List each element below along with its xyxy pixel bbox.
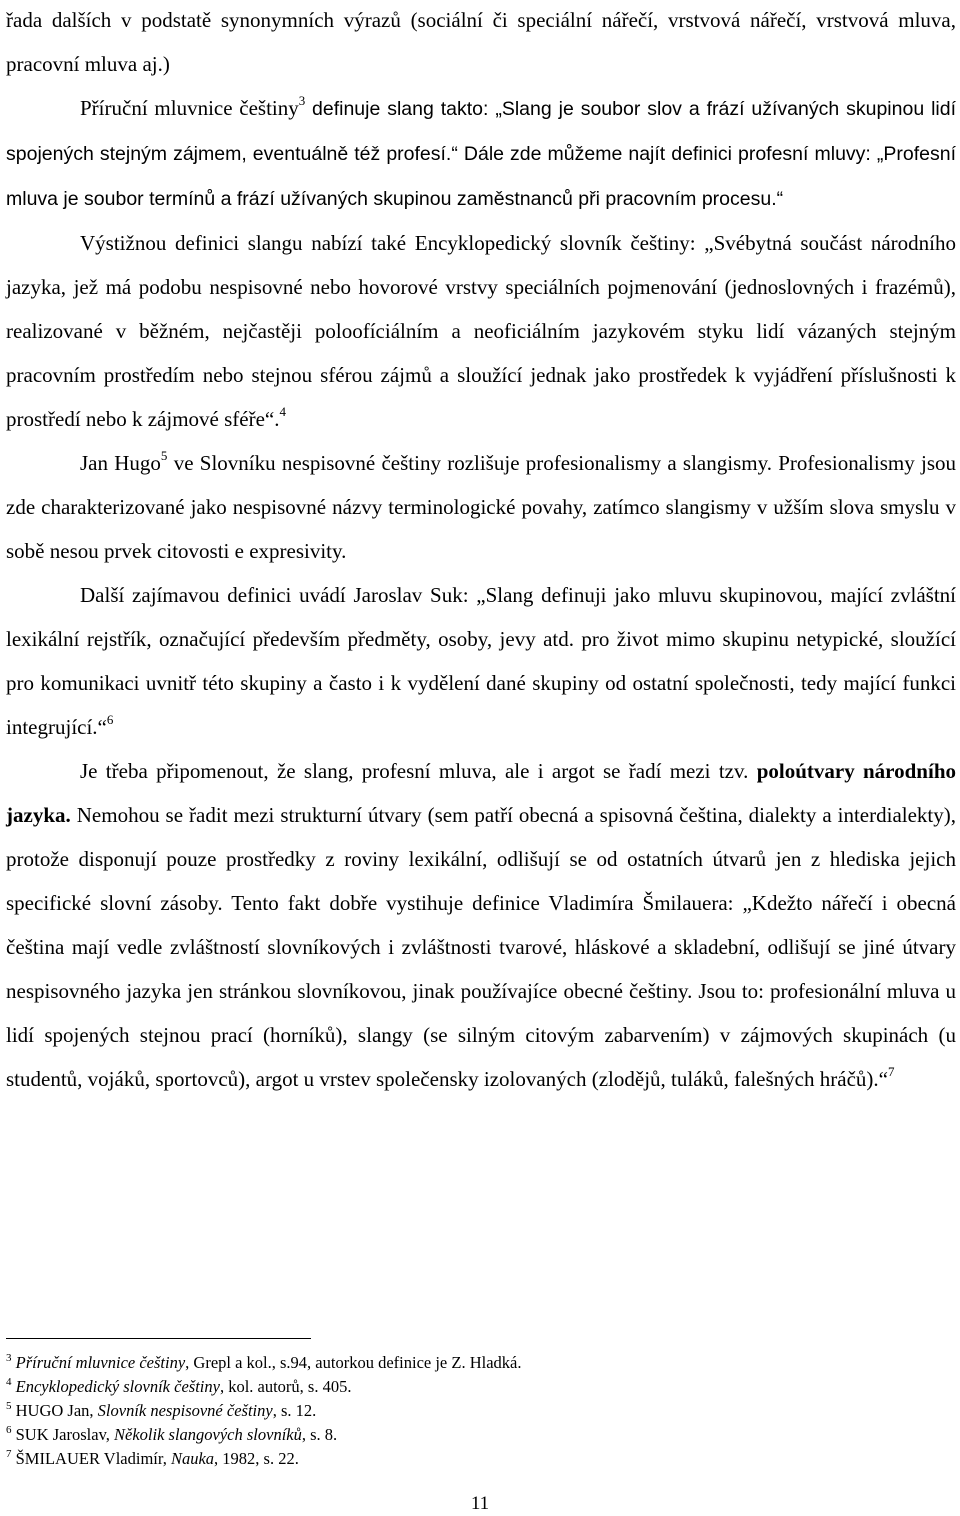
paragraph-continuation: řada dalších v podstatě synonymních výrazů (sociální či speciální nářečí, vrstvová nářečí, vrstvová mluva, pracovní mluva aj.) [6, 8, 956, 76]
paragraph-text: Jan Hugo [80, 451, 161, 475]
footnote-number: 3 [6, 1351, 12, 1364]
paragraph-text: Je třeba připomenout, že slang, profesní mluva, ale i argot se řadí mezi tzv. [80, 759, 749, 783]
footnote-author: HUGO Jan, [15, 1401, 98, 1420]
paragraph-text: Příruční mluvnice češtiny [80, 96, 299, 120]
footnote-title: Několik slangových slovníků [114, 1425, 302, 1444]
footnote-ref-4[interactable]: 4 [279, 404, 286, 419]
footnote-5 [6, 1399, 906, 1423]
footnote-4 [6, 1375, 906, 1399]
paragraph-pooutvary [6, 749, 956, 1101]
footnote-separator [6, 1338, 311, 1339]
paragraph-text: Nemohou se řadit mezi strukturní útvary (sem patří obecná a spisovná čeština, dialekty a interdialekty), protože disponují pouze prostředky z roviny lexikální, odlišují se od ostatních útvarů jen z hlediska jejich specifické slovní zásoby. Tento fakt dobře vystihuje definice Vladimíra Šmilauera: „Kdežto nářečí i obecná čeština mají vedle zvláštností slovníkových i zvláštnosti tvarové, hláskové a skladební, odlišují se jiné útvary nespisovného jazyka jen stránkou slovníkovou, jinak používajíce obecné češtiny. Jsou to: profesionální mluva u lidí spojených stejnou prací (horníků), slangy (se silným citovým zabarvením) v zájmových skupinách (u studentů, vojáků, sportovců), argot u vrstev společensky izolovaných (zlodějů, tuláků, falešných hráčů).“ [6, 803, 956, 1091]
footnote-ref-5[interactable]: 5 [160, 448, 168, 463]
footnote-author: SUK Jaroslav, [15, 1425, 115, 1444]
footnote-detail: , 1982, s. 22. [214, 1449, 299, 1468]
footnote-7 [6, 1447, 906, 1471]
footnote-ref-3[interactable]: 3 [298, 93, 306, 108]
paragraph-suk [6, 573, 956, 749]
paragraph-text: Další zajímavou definici uvádí Jaroslav Suk: „Slang definuji jako mluvu skupinovou, mající zvláštní lexikální rejstřík, označující především předměty, osoby, jevy atd. pro život mimo skupinu netypické, sloužící pro komunikaci uvnitř této skupiny a často i k vydělení dané skupiny od ostatní společnosti, tedy mající funkci integrující.“ [6, 583, 956, 739]
footnotes [6, 1351, 906, 1471]
bold-term: poloútvary národního jazyka. [6, 759, 956, 827]
footnote-6 [6, 1423, 906, 1447]
footnote-title: Příruční mluvnice češtiny [15, 1353, 186, 1372]
footnote-detail: , s. 8. [301, 1425, 338, 1444]
paragraph-text: definuje slang takto: „Slang je soubor slov a frází užívaných skupinou lidí spojených stejným zájmem, eventuálně též profesí.“ Dále zde můžeme najít definici profesní mluvy: „Profesní mluva je soubor termínů a frází užívaných skupinou zaměstnanců při pracovním procesu.“ [6, 98, 957, 210]
paragraph-encyclopedia-definition [6, 221, 956, 441]
paragraph-text: Výstižnou definici slangu nabízí také Encyklopedický slovník češtiny: „Svébytná součást národního jazyka, jež má podobu nespisovné nebo hovorové vrstvy speciálních pojmenování (jednoslovných i frazémů), realizované v běžném, nejčastěji poloofíciálním a neoficiálním jazykovém styku lidí vázaných stejným pracovním prostředím nebo stejnou sférou zájmů a sloužící jednak jako prostředek k vyjádření příslušnosti k prostředí nebo k zájmové sféře“. [6, 231, 956, 431]
footnote-ref-7[interactable]: 7 [887, 1064, 895, 1079]
body-text [6, 0, 956, 1101]
paragraph-text: ve Slovníku nespisovné češtiny rozlišuje profesionalismy a slangismy. Profesionalismy jsou zde charakterizované jako nespisovné názvy terminologické povahy, zatímco slangismy v užším slova smyslu v sobě nesou prvek citovosti e expresivity. [6, 451, 956, 563]
footnote-detail: , s. 12. [272, 1401, 317, 1420]
footnote-number: 7 [6, 1447, 12, 1460]
footnote-detail: , kol. autorů, s. 405. [219, 1377, 352, 1396]
footnote-number: 4 [6, 1375, 12, 1388]
footnote-title: Encyklopedický slovník češtiny [15, 1377, 220, 1396]
footnote-detail: , Grepl a kol., s.94, autorkou definice je Z. Hladká. [185, 1353, 522, 1372]
footnote-ref-6[interactable]: 6 [106, 712, 114, 727]
footnote-3 [6, 1351, 906, 1375]
paragraph-hugo [6, 441, 956, 573]
footnote-number: 5 [6, 1399, 12, 1412]
paragraph-grammar-definition [6, 86, 956, 221]
footnote-number: 6 [6, 1423, 12, 1436]
footnote-author: ŠMILAUER Vladimír, [15, 1449, 171, 1468]
footnote-title: Slovník nespisovné češtiny [97, 1401, 273, 1420]
footnote-title: Nauka [170, 1449, 215, 1468]
page-number: 11 [470, 1493, 490, 1514]
